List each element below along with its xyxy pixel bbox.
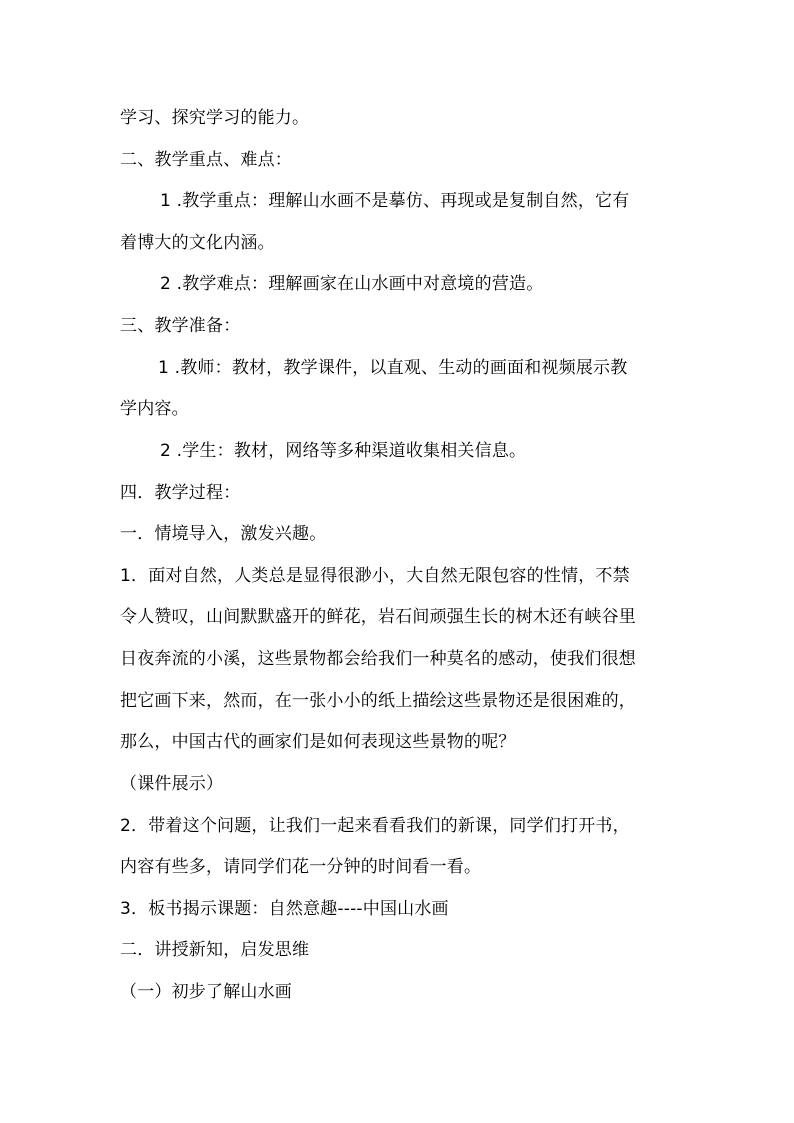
text-line: 内容有些多，请同学们花一分钟的时间看一看。	[120, 857, 482, 877]
text-line: 学内容。	[120, 399, 189, 419]
text-line: （课件展示）	[120, 774, 224, 794]
section-heading: 二、教学重点、难点：	[120, 150, 292, 170]
section-heading: 三、教学准备：	[120, 316, 241, 336]
text-line: 2 .教学难点：理解画家在山水画中对意境的营造。	[160, 274, 544, 294]
section-heading: （一）初步了解山水画	[120, 982, 292, 1002]
text-line: 令人赞叹，山间默默盛开的鲜花，岩石间顽强生长的树木还有峡谷里	[120, 607, 636, 627]
section-heading: 二．讲授新知，启发思维	[120, 940, 310, 960]
text-line: 3．板书揭示课题：自然意趣----中国山水画	[120, 899, 449, 919]
text-line: 那么，中国古代的画家们是如何表现这些景物的呢？	[120, 732, 516, 752]
text-line: 1 .教学重点：理解山水画不是摹仿、再现或是复制自然，它有	[160, 191, 630, 211]
text-line: 着博大的文化内涵。	[120, 233, 275, 253]
section-heading: 一．情境导入，激发兴趣。	[120, 524, 327, 544]
text-line: 把它画下来，然而，在一张小小的纸上描绘这些景物还是很困难的，	[120, 691, 636, 711]
text-line: 日夜奔流的小溪，这些景物都会给我们一种莫名的感动，使我们很想	[120, 649, 636, 669]
text-line: 1 .教师：教材，教学课件，以直观、生动的画面和视频展示教	[158, 358, 628, 378]
text-line: 2 .学生：教材，网络等多种渠道收集相关信息。	[160, 441, 527, 461]
text-line: 2．带着这个问题，让我们一起来看看我们的新课，同学们打开书，	[120, 816, 630, 836]
section-heading: 四．教学过程：	[120, 483, 241, 503]
text-line: 1．面对自然，人类总是显得很渺小，大自然无限包容的性情，不禁	[120, 566, 630, 586]
text-line: 学习、探究学习的能力。	[120, 108, 310, 128]
